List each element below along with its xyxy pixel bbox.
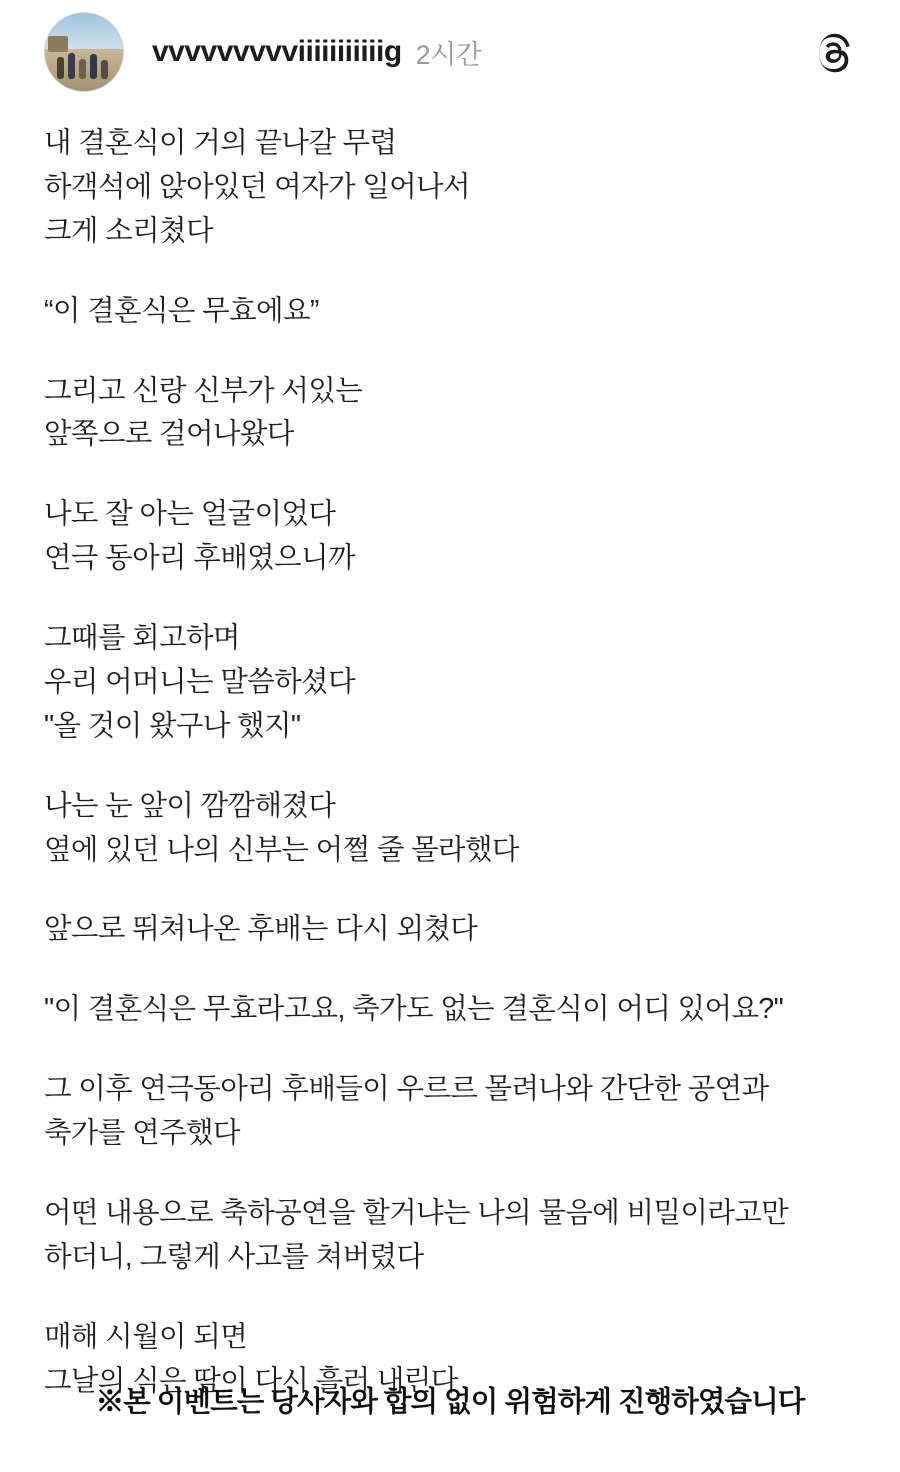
avatar-figure xyxy=(90,54,97,79)
post-paragraph: 내 결혼식이 거의 끝나갈 무렵 하객석에 앉아있던 여자가 일어나서 크게 소리쳤다 xyxy=(44,127,470,247)
post-paragraph: "이 결혼식은 무효라고요, 축가도 없는 결혼식이 어디 있어요?" xyxy=(44,993,784,1026)
post-paragraph: 나는 눈 앞이 깜깜해졌다 옆에 있던 나의 신부는 어쩔 줄 몰라했다 xyxy=(44,789,519,866)
post-header xyxy=(0,0,900,104)
avatar-figure xyxy=(57,57,64,79)
post-paragraph: 그때를 회고하며 우리 어머니는 말씀하셨다 "올 것이 왔구나 했지" xyxy=(44,622,355,742)
post-timestamp: 2시간 xyxy=(415,39,482,70)
post-body xyxy=(0,104,900,1403)
threads-logo-icon[interactable] xyxy=(814,30,856,76)
post-paragraph: “이 결혼식은 무효에요” xyxy=(44,294,319,327)
avatar[interactable] xyxy=(44,12,124,92)
username[interactable]: vvvvvvvvviiiiiiiiiiig xyxy=(152,35,402,68)
avatar-figure xyxy=(79,59,86,79)
post-paragraph: 나도 잘 아는 얼굴이었다 연극 동아리 후배였으니까 xyxy=(44,498,355,575)
post-paragraph: 어떤 내용으로 축하공연을 할거냐는 나의 물음에 비밀이라고만 하더니, 그렇게 사고를 쳐버렸다 xyxy=(44,1196,789,1273)
post-paragraph: 매해 시월이 되면 그날의 식은 땀이 다시 흘러 내린다 xyxy=(44,1320,458,1397)
post-paragraph: 그리고 신랑 신부가 서있는 앞쪽으로 걸어나왔다 xyxy=(44,374,363,451)
post-paragraph: 그 이후 연극동아리 후배들이 우르르 몰려나와 간단한 공연과 축가를 연주했다 xyxy=(44,1073,769,1149)
avatar-figure xyxy=(68,53,75,79)
avatar-figure xyxy=(101,60,108,79)
post-paragraph: 앞으로 뛰쳐나온 후배는 다시 외쳤다 xyxy=(44,913,478,946)
disclaimer-note: ※본 이벤트는 당사자와 합의 없이 위험하게 진행하였습니다 xyxy=(95,1386,805,1418)
avatar-hut xyxy=(48,36,68,52)
